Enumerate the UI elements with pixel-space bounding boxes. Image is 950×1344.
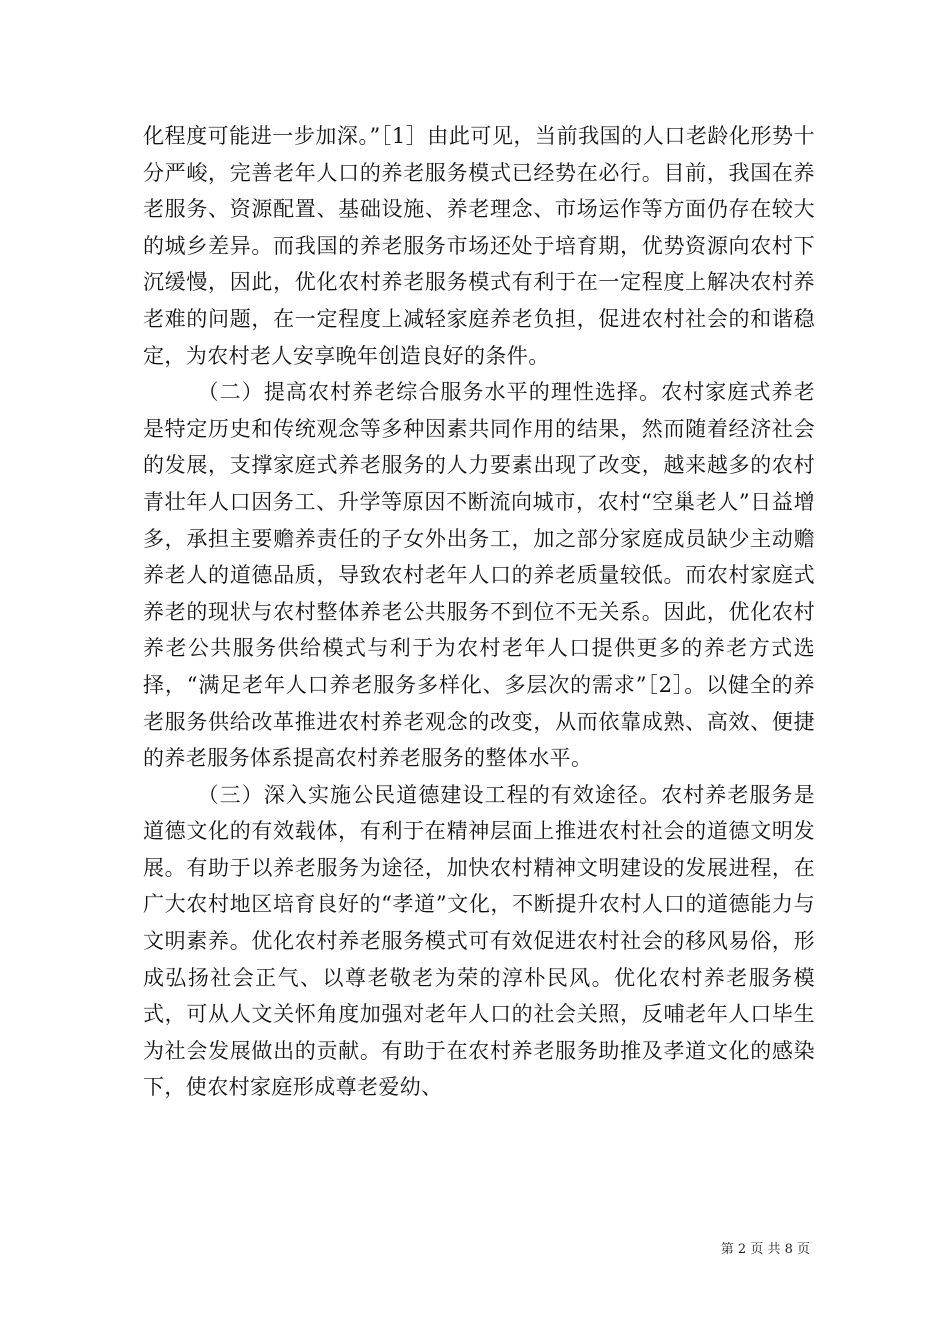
paragraph-continuation: 化程度可能进一步加深。”［1］由此可见，当前我国的人口老龄化形势十分严峻，完善老年人口的养老服务模式已经势在必行。目前，我国在养老服务、资源配置、基础设施、养老理念、市场运作等方面仍存在较大的城乡差异。而我国的养老服务市场还处于培育期，优势资源向农村下沉缓慢，因此，优化农村养老服务模式有利于在一定程度上解决农村养老难的问题，在一定程度上减轻家庭养老负担，促进农村社会的和谐稳定，为农村老人安享晚年创造良好的条件。 [143,124,815,368]
paragraph-section-two: （二）提高农村养老综合服务水平的理性选择。农村家庭式养老是特定历史和传统观念等多种因素共同作用的结果，然而随着经济社会的发展，支撑家庭式养老服务的人力要素出现了改变，越来越多的农村青壮年人口因务工、升学等原因不断流向城市，农村“空巢老人”日益增多，承担主要赡养责任的子女外出务工，加之部分家庭成员缺少主动赡养老人的道德品质，导致农村老年人口的养老质量较低。而农村家庭式养老的现状与农村整体养老公共服务不到位不无关系。因此，优化农村养老公共服务供给模式与利于为农村老年人口提供更多的养老方式选择，“满足老年人口养老服务多样化、多层次的需求”［2］。以健全的养老服务供给改革推进农村养老观念的改变，从而依靠成熟、高效、便捷的养老服务体系提高农村养老服务的整体水平。 [143,380,815,771]
page-number-footer: 第 2 页 共 8 页 [720,1242,810,1257]
paragraph-section-three: （三）深入实施公民道德建设工程的有效途径。农村养老服务是道德文化的有效载体，有利于在精神层面上推进农村社会的道德文明发展。有助于以养老服务为途径，加快农村精神文明建设的发展进程，在广大农村地区培育良好的“孝道”文化，不断提升农村人口的道德能力与文明素养。优化农村养老服务模式可有效促进农村社会的移风易俗，形成弘扬社会正气、以尊老敬老为荣的淳朴民风。优化农村养老服务模式，可从人文关怀角度加强对老年人口的社会关照，反哺老年人口毕生为社会发展做出的贡献。有助于在农村养老服务助推及孝道文化的感染下，使农村家庭形成尊老爱幼、 [143,782,815,1100]
document-body [143,118,815,1106]
